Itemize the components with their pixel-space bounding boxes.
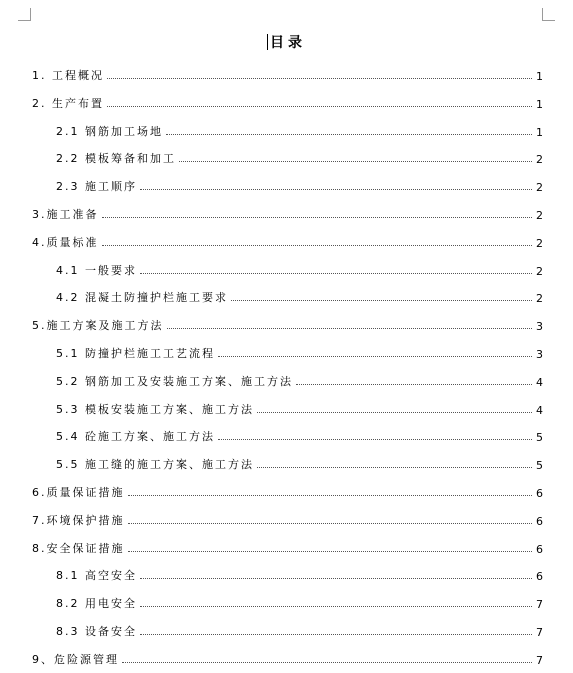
toc-entry-label: 8.3 设备安全: [56, 625, 137, 638]
toc-entry-label: 6.质量保证措施: [32, 486, 125, 499]
toc-dot-leader: [257, 411, 532, 413]
toc-title-text: 目录: [270, 35, 306, 51]
toc-dot-leader: [167, 327, 533, 329]
toc-dot-leader: [179, 160, 532, 162]
toc-entry-label: 2.1 钢筋加工场地: [56, 124, 163, 138]
toc-entry-label: 2.2 模板筹备和加工: [56, 152, 176, 166]
toc-entry[interactable]: [0, 452, 573, 472]
toc-entry-page-number: 2: [536, 209, 543, 222]
toc-entry-label: 4.2 混凝土防撞护栏施工要求: [56, 291, 228, 305]
toc-dot-leader: [140, 188, 532, 190]
toc-dot-leader: [102, 216, 533, 218]
toc-entry-page-number: 3: [536, 348, 543, 361]
text-cursor: [267, 34, 268, 50]
toc-dot-leader: [166, 133, 532, 135]
toc-entry-page-number: 1: [536, 70, 543, 83]
toc-dot-leader: [140, 577, 532, 579]
toc-dot-leader: [107, 77, 532, 79]
toc-entry-page-number: 1: [536, 97, 543, 111]
toc-entry[interactable]: [0, 369, 573, 389]
toc-dot-leader: [128, 522, 533, 524]
toc-entry[interactable]: [0, 591, 573, 611]
toc-entry-page-number: 5: [536, 431, 543, 445]
toc-entry-page-number: 6: [536, 542, 543, 556]
toc-entry[interactable]: [0, 313, 573, 333]
toc-dot-leader: [128, 494, 533, 496]
toc-entry-label: 3.施工准备: [32, 208, 99, 221]
toc-entry[interactable]: [0, 424, 573, 444]
toc-entry-label: 8.2 用电安全: [56, 597, 137, 611]
toc-entry-label: 1. 工程概况: [32, 69, 104, 82]
toc-entry-page-number: 2: [536, 292, 543, 306]
toc-entry[interactable]: [0, 563, 573, 583]
toc-dot-leader: [102, 244, 533, 246]
toc-entry-page-number: 2: [536, 153, 543, 167]
toc-entry-label: 8.1 高空安全: [56, 569, 137, 583]
toc-dot-leader: [296, 383, 532, 385]
toc-entry-page-number: 4: [536, 375, 543, 389]
toc-entry-label: 7.环境保护措施: [32, 513, 125, 527]
toc-entry[interactable]: [0, 174, 573, 194]
toc-entry[interactable]: [0, 397, 573, 417]
toc-dot-leader: [140, 272, 532, 274]
toc-entry-label: 5.1 防撞护栏施工工艺流程: [56, 347, 215, 360]
toc-dot-leader: [122, 661, 532, 663]
toc-dot-leader: [257, 466, 532, 468]
toc-entry[interactable]: [0, 341, 573, 361]
toc-dot-leader: [128, 550, 533, 552]
toc-entry-label: 2. 生产布置: [32, 96, 104, 110]
toc-entry-page-number: 3: [536, 320, 543, 334]
toc-entry-label: 5.4 砼施工方案、施工方法: [56, 430, 215, 444]
toc-entry-page-number: 1: [536, 125, 543, 139]
toc-entry-page-number: 2: [536, 181, 543, 195]
toc-entry[interactable]: [0, 119, 573, 139]
toc-entry-page-number: 2: [536, 236, 543, 250]
toc-entry-page-number: 6: [536, 487, 543, 500]
toc-entry-label: 4.质量标准: [32, 235, 99, 249]
toc-entry[interactable]: [0, 146, 573, 166]
toc-entry-page-number: 6: [536, 514, 543, 528]
page-corner-mark-top-left: [18, 8, 31, 21]
toc-entry-page-number: 2: [536, 264, 543, 278]
toc-entry[interactable]: [0, 536, 573, 556]
toc-entry-label: 5.5 施工缝的施工方案、施工方法: [56, 458, 254, 472]
toc-entry[interactable]: [0, 63, 573, 83]
toc-entry[interactable]: [0, 619, 573, 639]
toc-dot-leader: [140, 605, 532, 607]
toc-entry[interactable]: [0, 91, 573, 111]
toc-dot-leader: [218, 438, 532, 440]
toc-entry-page-number: 6: [536, 570, 543, 584]
toc-entry-page-number: 4: [536, 403, 543, 417]
toc-entry[interactable]: [0, 285, 573, 305]
toc-entry-label: 4.1 一般要求: [56, 263, 137, 277]
toc-entry-page-number: 7: [536, 626, 543, 639]
toc-dot-leader: [231, 299, 532, 301]
toc-entry[interactable]: [0, 508, 573, 528]
toc-entry-page-number: 5: [536, 459, 543, 473]
toc-dot-leader: [218, 355, 532, 357]
toc-entry[interactable]: [0, 230, 573, 250]
toc-entry[interactable]: [0, 258, 573, 278]
toc-entry-page-number: 7: [536, 653, 543, 667]
toc-entry[interactable]: [0, 202, 573, 222]
toc-entry-label: 8.安全保证措施: [32, 541, 125, 555]
toc-entry[interactable]: [0, 480, 573, 500]
toc-entry[interactable]: [0, 647, 573, 667]
toc-title: [0, 32, 573, 52]
toc-entry-label: 5.2 钢筋加工及安装施工方案、施工方法: [56, 374, 293, 388]
toc-entry-page-number: 7: [536, 598, 543, 612]
toc-entry-label: 9、危险源管理: [32, 652, 119, 666]
toc-entry-label: 5.3 模板安装施工方案、施工方法: [56, 402, 254, 416]
page-corner-mark-top-right: [542, 8, 555, 21]
toc-dot-leader: [140, 633, 532, 635]
toc-entry-label: 5.施工方案及施工方法: [32, 319, 164, 333]
toc-entry-label: 2.3 施工顺序: [56, 180, 137, 194]
toc-dot-leader: [107, 105, 532, 107]
